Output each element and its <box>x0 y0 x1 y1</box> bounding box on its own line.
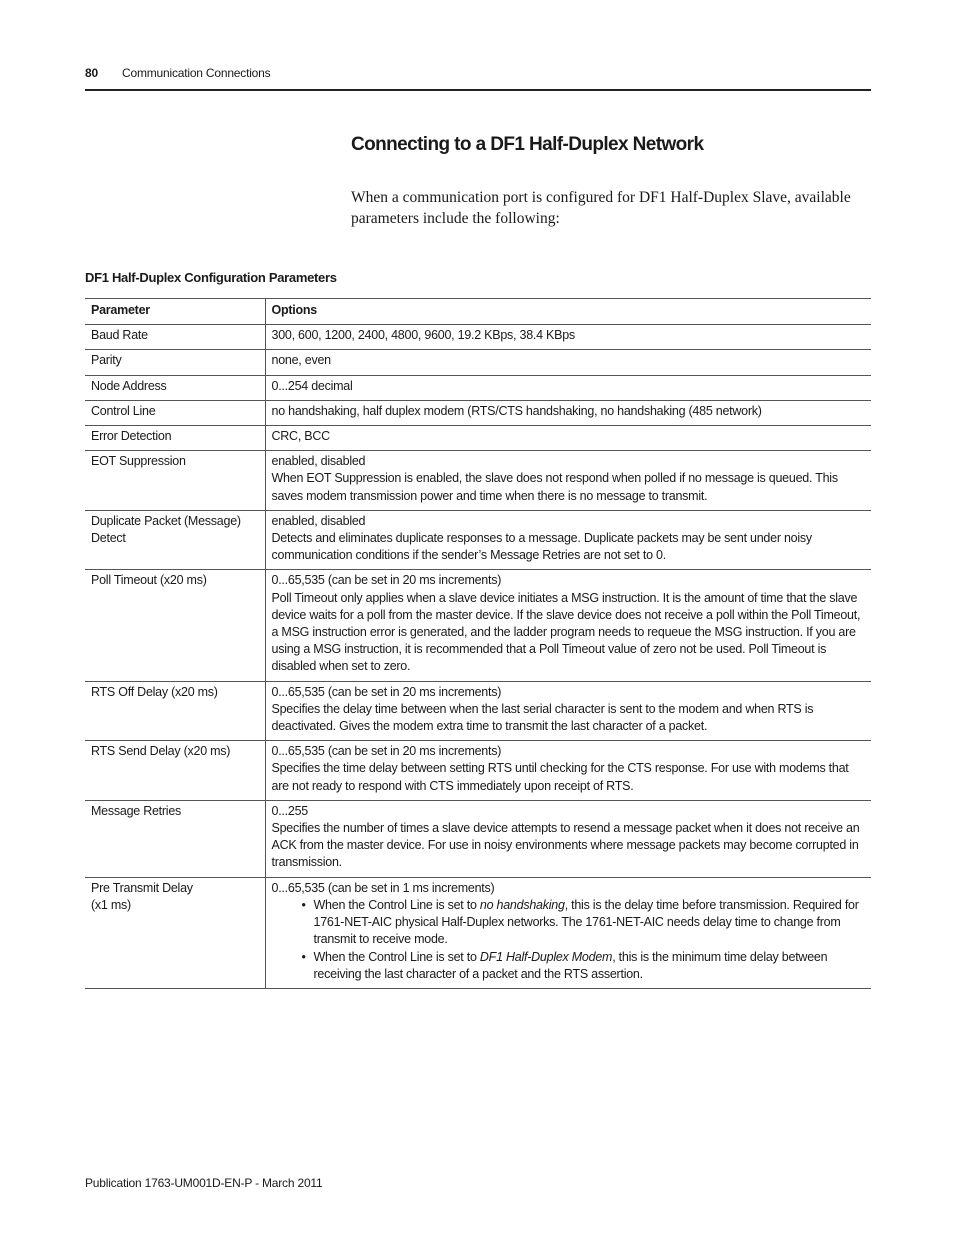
table-row <box>85 375 871 400</box>
parameter-cell: Node Address <box>85 375 265 400</box>
table-row <box>85 741 871 801</box>
options-cell <box>265 800 871 877</box>
parameters-table <box>85 298 871 989</box>
section-title: Connecting to a DF1 Half-Duplex Network <box>351 134 704 155</box>
parameter-unit-line: (x1 ms) <box>91 897 131 912</box>
parameter-cell: Error Detection <box>85 426 265 451</box>
parameter-cell: RTS Off Delay (x20 ms) <box>85 681 265 741</box>
publication-footer: Publication 1763-UM001D-EN-P - March 2011 <box>85 1176 323 1190</box>
option-description: Specifies the number of times a slave device attempts to resend a message packet when it does not receive an ACK from the master device. For use in noisy environments where message packets may become corrupted in transmission. <box>271 821 860 870</box>
table-row <box>85 510 871 570</box>
options-cell: no handshaking, half duplex modem (RTS/CTS handshaking, no handshaking (485 network) <box>265 400 871 425</box>
table-row <box>85 400 871 425</box>
table-header-row <box>85 299 871 325</box>
options-cell: CRC, BCC <box>265 426 871 451</box>
table-row <box>85 877 871 988</box>
parameter-cell: Control Line <box>85 400 265 425</box>
option-values: 0...65,535 (can be set in 20 ms increments) <box>271 744 502 759</box>
section-name: Communication Connections <box>122 66 271 80</box>
options-cell <box>265 741 871 801</box>
options-cell: none, even <box>265 350 871 375</box>
intro-paragraph: When a communication port is configured for DF1 Half-Duplex Slave, available parameters include the following: <box>351 189 851 227</box>
emphasis-text: DF1 Half-Duplex Modem <box>479 949 613 964</box>
table-caption: DF1 Half-Duplex Configuration Parameters <box>85 270 337 285</box>
page-header <box>85 66 871 90</box>
option-values: enabled, disabled <box>271 454 366 469</box>
options-cell <box>265 570 871 681</box>
parameter-cell: Duplicate Packet (Message) Detect <box>85 510 265 570</box>
table-row <box>85 325 871 350</box>
column-header-options: Options <box>265 299 871 325</box>
bullet-item: • When the Control Line is set to no handshaking, this is the delay time before transmission. Required for 1761-NET-AIC physical Half-Duplex networks. The 1761-NET-AIC needs delay time to change from transmit to receive mode. <box>314 897 866 949</box>
option-values: 0...255 <box>271 803 308 818</box>
column-header-parameter: Parameter <box>85 299 265 325</box>
options-cell <box>265 681 871 741</box>
option-description: Detects and eliminates duplicate responses to a message. Duplicate packets may be sent under noisy communication conditions if the sender’s Message Retries are not set to 0. <box>271 531 812 563</box>
table-row <box>85 451 871 511</box>
table-row <box>85 800 871 877</box>
parameter-cell: RTS Send Delay (x20 ms) <box>85 741 265 801</box>
options-cell <box>265 510 871 570</box>
parameter-cell: Baud Rate <box>85 325 265 350</box>
parameter-cell: Poll Timeout (x20 ms) <box>85 570 265 681</box>
parameter-cell: Parity <box>85 350 265 375</box>
option-description: Specifies the delay time between when the last serial character is sent to the modem and when RTS is deactivated. Gives the modem extra time to transmit the last character of a packet. <box>271 701 814 734</box>
options-cell: 300, 600, 1200, 2400, 4800, 9600, 19.2 KBps, 38.4 KBps <box>265 325 871 350</box>
option-values: 0...65,535 (can be set in 20 ms increments) <box>271 573 502 588</box>
bullet-list <box>272 897 866 983</box>
table-row <box>85 350 871 375</box>
parameter-cell: Message Retries <box>85 800 265 877</box>
options-cell <box>265 451 871 511</box>
option-description: When EOT Suppression is enabled, the slave does not respond when polled if no message is queued. This saves modem transmission power and time when there is no message to transmit. <box>271 471 838 503</box>
option-values: enabled, disabled <box>271 513 366 528</box>
option-values: 0...65,535 (can be set in 20 ms increments) <box>271 684 502 699</box>
parameter-name-line: Pre Transmit Delay <box>91 880 193 895</box>
bullet-item: • When the Control Line is set to DF1 Half-Duplex Modem, this is the minimum time delay between receiving the last character of a packet and the RTS assertion. <box>314 949 866 983</box>
emphasis-text: no handshaking <box>479 897 565 912</box>
options-cell <box>265 877 871 988</box>
parameter-cell: EOT Suppression <box>85 451 265 511</box>
table-row <box>85 426 871 451</box>
parameter-cell <box>85 877 265 988</box>
page-number: 80 <box>85 66 98 80</box>
options-cell: 0...254 decimal <box>265 375 871 400</box>
option-values: 0...65,535 (can be set in 1 ms increments) <box>271 880 495 895</box>
header-rule <box>85 89 871 91</box>
table-row <box>85 570 871 681</box>
table-row <box>85 681 871 741</box>
option-description: Specifies the time delay between setting RTS until checking for the CTS response. For use with modems that are not ready to respond with CTS immediately upon receipt of RTS. <box>271 761 849 793</box>
option-description: Poll Timeout only applies when a slave device initiates a MSG instruction. It is the amount of time that the slave device waits for a poll from the master device. If the slave device does not receive a poll within the Poll Timeout, a MSG instruction error is generated, and the ladder program needs to requeue the MSG instruction. If you are using a MSG instruction, it is recommended that a Poll Timeout value of zero not be used. Poll Timeout is disabled when set to zero. <box>271 590 861 674</box>
